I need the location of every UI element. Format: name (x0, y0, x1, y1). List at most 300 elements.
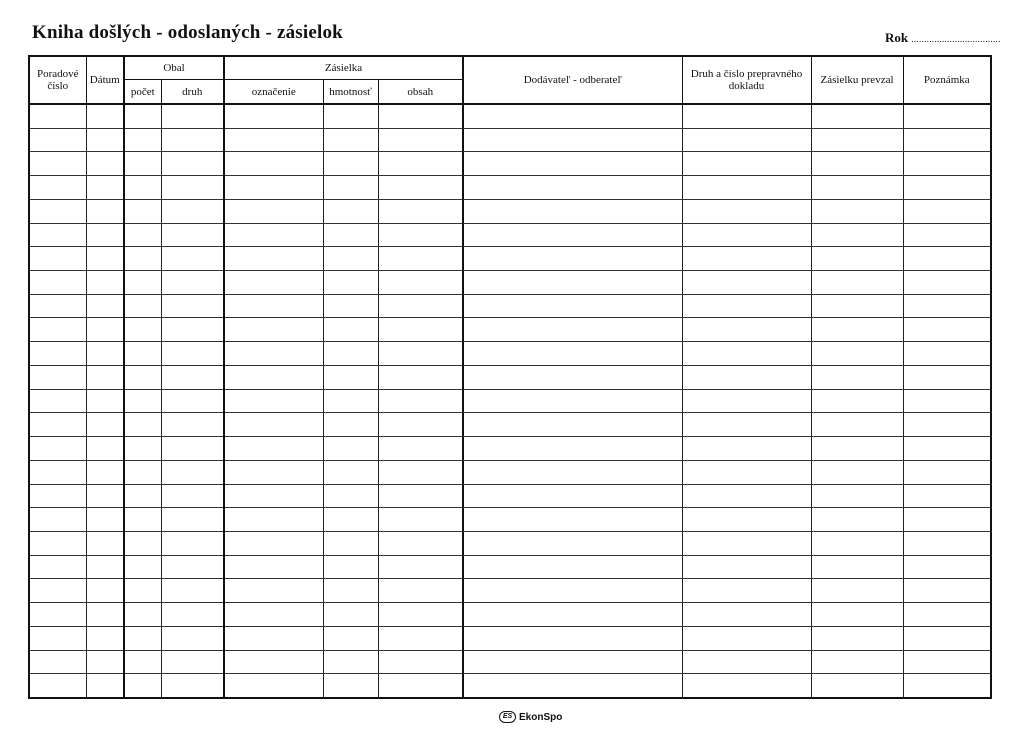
blank-cell[interactable] (463, 650, 682, 674)
blank-cell[interactable] (463, 531, 682, 555)
header-obal-pocet: počet (124, 80, 161, 105)
blank-cell[interactable] (378, 555, 463, 579)
blank-cell[interactable] (86, 128, 124, 152)
blank-cell[interactable] (463, 104, 682, 128)
blank-cell[interactable] (161, 555, 224, 579)
blank-cell[interactable] (323, 626, 378, 650)
header-dodavatel-odberatel: Dodávateľ - odberateľ (463, 56, 682, 104)
table-row (29, 484, 991, 508)
blank-cell[interactable] (323, 674, 378, 698)
blank-cell[interactable] (29, 460, 86, 484)
blank-cell[interactable] (161, 674, 224, 698)
blank-cell[interactable] (161, 626, 224, 650)
blank-cell[interactable] (124, 531, 161, 555)
blank-cell[interactable] (161, 413, 224, 437)
blank-cell[interactable] (29, 579, 86, 603)
table-row (29, 650, 991, 674)
blank-cell[interactable] (86, 104, 124, 128)
blank-cell[interactable] (463, 271, 682, 295)
blank-cell[interactable] (903, 650, 991, 674)
blank-cell[interactable] (124, 579, 161, 603)
blank-cell[interactable] (682, 318, 811, 342)
blank-cell[interactable] (378, 603, 463, 627)
blank-cell[interactable] (378, 294, 463, 318)
blank-cell[interactable] (378, 223, 463, 247)
blank-cell[interactable] (463, 128, 682, 152)
blank-cell[interactable] (682, 176, 811, 200)
blank-cell[interactable] (682, 152, 811, 176)
blank-cell[interactable] (86, 318, 124, 342)
blank-cell[interactable] (224, 389, 323, 413)
blank-cell[interactable] (323, 413, 378, 437)
blank-cell[interactable] (161, 247, 224, 271)
blank-cell[interactable] (124, 294, 161, 318)
blank-cell[interactable] (323, 555, 378, 579)
blank-cell[interactable] (323, 199, 378, 223)
blank-cell[interactable] (903, 365, 991, 389)
blank-cell[interactable] (224, 342, 323, 366)
blank-cell[interactable] (86, 603, 124, 627)
blank-cell[interactable] (903, 460, 991, 484)
header-datum: Dátum (86, 56, 124, 104)
blank-cell[interactable] (378, 389, 463, 413)
blank-cell[interactable] (224, 318, 323, 342)
blank-cell[interactable] (86, 437, 124, 461)
blank-cell[interactable] (903, 508, 991, 532)
blank-cell[interactable] (323, 389, 378, 413)
blank-cell[interactable] (161, 176, 224, 200)
blank-cell[interactable] (224, 437, 323, 461)
blank-cell[interactable] (378, 104, 463, 128)
blank-cell[interactable] (86, 413, 124, 437)
blank-cell[interactable] (161, 318, 224, 342)
blank-cell[interactable] (161, 508, 224, 532)
blank-cell[interactable] (463, 318, 682, 342)
blank-cell[interactable] (124, 318, 161, 342)
blank-cell[interactable] (811, 128, 903, 152)
blank-cell[interactable] (86, 555, 124, 579)
blank-cell[interactable] (378, 508, 463, 532)
blank-cell[interactable] (463, 365, 682, 389)
blank-cell[interactable] (86, 247, 124, 271)
blank-cell[interactable] (682, 271, 811, 295)
blank-cell[interactable] (323, 365, 378, 389)
blank-cell[interactable] (224, 674, 323, 698)
blank-cell[interactable] (811, 152, 903, 176)
blank-cell[interactable] (29, 650, 86, 674)
blank-cell[interactable] (29, 104, 86, 128)
blank-cell[interactable] (682, 294, 811, 318)
blank-cell[interactable] (29, 223, 86, 247)
blank-cell[interactable] (29, 389, 86, 413)
blank-cell[interactable] (682, 199, 811, 223)
table-row (29, 437, 991, 461)
blank-cell[interactable] (682, 389, 811, 413)
blank-cell[interactable] (903, 389, 991, 413)
blank-cell[interactable] (224, 531, 323, 555)
blank-cell[interactable] (323, 650, 378, 674)
blank-cell[interactable] (29, 271, 86, 295)
blank-cell[interactable] (161, 223, 224, 247)
blank-cell[interactable] (378, 271, 463, 295)
blank-cell[interactable] (323, 484, 378, 508)
blank-cell[interactable] (682, 555, 811, 579)
blank-cell[interactable] (903, 674, 991, 698)
blank-cell[interactable] (463, 342, 682, 366)
header-zasielka: Zásielka (224, 56, 463, 80)
blank-cell[interactable] (811, 579, 903, 603)
blank-cell[interactable] (682, 128, 811, 152)
blank-cell[interactable] (29, 413, 86, 437)
blank-cell[interactable] (224, 294, 323, 318)
blank-cell[interactable] (124, 508, 161, 532)
blank-cell[interactable] (124, 437, 161, 461)
form-title: Kniha došlých - odoslaných - zásielok (32, 22, 343, 43)
header-zasielku-prevzal: Zásielku prevzal (811, 56, 903, 104)
blank-cell[interactable] (323, 437, 378, 461)
table-row (29, 247, 991, 271)
blank-cell[interactable] (378, 247, 463, 271)
table-row (29, 271, 991, 295)
blank-cell[interactable] (124, 389, 161, 413)
blank-cell[interactable] (29, 294, 86, 318)
blank-cell[interactable] (161, 199, 224, 223)
blank-cell[interactable] (161, 389, 224, 413)
blank-cell[interactable] (682, 626, 811, 650)
blank-cell[interactable] (903, 484, 991, 508)
blank-cell[interactable] (903, 176, 991, 200)
blank-cell[interactable] (224, 626, 323, 650)
blank-cell[interactable] (29, 247, 86, 271)
year-dotted-line: ................................... (911, 34, 1001, 44)
blank-cell[interactable] (811, 247, 903, 271)
blank-cell[interactable] (463, 437, 682, 461)
blank-cell[interactable] (903, 626, 991, 650)
blank-cell[interactable] (86, 176, 124, 200)
blank-cell[interactable] (323, 508, 378, 532)
blank-cell[interactable] (811, 199, 903, 223)
blank-cell[interactable] (378, 199, 463, 223)
year-label: Rok (885, 30, 909, 45)
header-poradove-cislo: Poradové číslo (29, 56, 86, 104)
blank-cell[interactable] (463, 247, 682, 271)
blank-cell[interactable] (124, 199, 161, 223)
blank-cell[interactable] (323, 176, 378, 200)
blank-cell[interactable] (323, 294, 378, 318)
blank-cell[interactable] (463, 152, 682, 176)
blank-cell[interactable] (463, 460, 682, 484)
blank-cell[interactable] (86, 223, 124, 247)
blank-cell[interactable] (378, 484, 463, 508)
blank-cell[interactable] (811, 650, 903, 674)
blank-cell[interactable] (811, 176, 903, 200)
blank-cell[interactable] (124, 342, 161, 366)
blank-cell[interactable] (161, 579, 224, 603)
blank-cell[interactable] (378, 128, 463, 152)
blank-cell[interactable] (682, 674, 811, 698)
footer-brand (499, 711, 562, 723)
blank-cell[interactable] (463, 413, 682, 437)
blank-cell[interactable] (323, 342, 378, 366)
blank-cell[interactable] (463, 389, 682, 413)
blank-cell[interactable] (224, 579, 323, 603)
blank-cell[interactable] (224, 247, 323, 271)
blank-cell[interactable] (86, 508, 124, 532)
blank-cell[interactable] (323, 271, 378, 295)
blank-cell[interactable] (903, 603, 991, 627)
blank-cell[interactable] (161, 152, 224, 176)
header-poznamka: Poznámka (903, 56, 991, 104)
blank-cell[interactable] (682, 223, 811, 247)
blank-cell[interactable] (161, 104, 224, 128)
blank-cell[interactable] (29, 603, 86, 627)
blank-cell[interactable] (682, 603, 811, 627)
blank-cell[interactable] (124, 176, 161, 200)
blank-cell[interactable] (682, 531, 811, 555)
blank-cell[interactable] (378, 342, 463, 366)
blank-cell[interactable] (86, 271, 124, 295)
blank-cell[interactable] (378, 413, 463, 437)
blank-cell[interactable] (86, 342, 124, 366)
blank-cell[interactable] (811, 294, 903, 318)
blank-cell[interactable] (224, 223, 323, 247)
blank-cell[interactable] (224, 271, 323, 295)
blank-cell[interactable] (378, 579, 463, 603)
blank-cell[interactable] (811, 531, 903, 555)
blank-cell[interactable] (29, 484, 86, 508)
blank-cell[interactable] (29, 128, 86, 152)
blank-cell[interactable] (124, 223, 161, 247)
blank-cell[interactable] (811, 674, 903, 698)
blank-cell[interactable] (161, 484, 224, 508)
blank-cell[interactable] (378, 460, 463, 484)
blank-cell[interactable] (161, 531, 224, 555)
blank-cell[interactable] (224, 199, 323, 223)
blank-cell[interactable] (903, 579, 991, 603)
blank-cell[interactable] (224, 152, 323, 176)
blank-cell[interactable] (682, 460, 811, 484)
table-row (29, 626, 991, 650)
blank-cell[interactable] (323, 247, 378, 271)
blank-cell[interactable] (682, 342, 811, 366)
blank-cell[interactable] (29, 152, 86, 176)
blank-cell[interactable] (224, 555, 323, 579)
table-row (29, 389, 991, 413)
blank-cell[interactable] (29, 555, 86, 579)
blank-cell[interactable] (323, 579, 378, 603)
blank-cell[interactable] (378, 674, 463, 698)
blank-cell[interactable] (903, 104, 991, 128)
blank-cell[interactable] (86, 579, 124, 603)
year-field (885, 30, 1001, 46)
blank-cell[interactable] (903, 271, 991, 295)
blank-cell[interactable] (29, 531, 86, 555)
blank-cell[interactable] (161, 437, 224, 461)
blank-cell[interactable] (903, 413, 991, 437)
blank-cell[interactable] (378, 318, 463, 342)
blank-cell[interactable] (29, 626, 86, 650)
blank-cell[interactable] (86, 531, 124, 555)
blank-cell[interactable] (463, 603, 682, 627)
blank-cell[interactable] (903, 152, 991, 176)
blank-cell[interactable] (378, 626, 463, 650)
blank-cell[interactable] (682, 650, 811, 674)
blank-cell[interactable] (161, 365, 224, 389)
table-row (29, 318, 991, 342)
blank-cell[interactable] (29, 342, 86, 366)
blank-cell[interactable] (124, 247, 161, 271)
blank-cell[interactable] (86, 674, 124, 698)
blank-cell[interactable] (224, 413, 323, 437)
blank-cell[interactable] (463, 508, 682, 532)
blank-cell[interactable] (86, 460, 124, 484)
blank-cell[interactable] (29, 508, 86, 532)
blank-cell[interactable] (811, 365, 903, 389)
blank-cell[interactable] (86, 365, 124, 389)
blank-cell[interactable] (463, 626, 682, 650)
blank-cell[interactable] (161, 650, 224, 674)
table-row (29, 128, 991, 152)
blank-cell[interactable] (682, 104, 811, 128)
blank-cell[interactable] (463, 674, 682, 698)
blank-cell[interactable] (463, 555, 682, 579)
blank-cell[interactable] (86, 650, 124, 674)
blank-cell[interactable] (124, 650, 161, 674)
blank-cell[interactable] (378, 437, 463, 461)
blank-cell[interactable] (903, 342, 991, 366)
blank-cell[interactable] (463, 579, 682, 603)
blank-cell[interactable] (378, 176, 463, 200)
blank-cell[interactable] (161, 294, 224, 318)
ekonspo-logo-icon: ES (499, 711, 516, 723)
blank-cell[interactable] (161, 460, 224, 484)
blank-cell[interactable] (224, 176, 323, 200)
blank-cell[interactable] (903, 531, 991, 555)
blank-cell[interactable] (323, 104, 378, 128)
blank-cell[interactable] (29, 365, 86, 389)
blank-cell[interactable] (811, 389, 903, 413)
blank-cell[interactable] (811, 318, 903, 342)
blank-cell[interactable] (811, 603, 903, 627)
blank-cell[interactable] (682, 579, 811, 603)
blank-cell[interactable] (811, 223, 903, 247)
blank-cell[interactable] (86, 294, 124, 318)
blank-cell[interactable] (161, 271, 224, 295)
blank-cell[interactable] (86, 389, 124, 413)
blank-cell[interactable] (323, 223, 378, 247)
blank-cell[interactable] (463, 199, 682, 223)
blank-cell[interactable] (463, 223, 682, 247)
blank-cell[interactable] (378, 650, 463, 674)
blank-cell[interactable] (124, 152, 161, 176)
blank-cell[interactable] (323, 531, 378, 555)
blank-cell[interactable] (224, 508, 323, 532)
blank-cell[interactable] (124, 555, 161, 579)
blank-cell[interactable] (224, 650, 323, 674)
blank-cell[interactable] (903, 247, 991, 271)
blank-cell[interactable] (224, 128, 323, 152)
blank-cell[interactable] (682, 484, 811, 508)
blank-cell[interactable] (323, 318, 378, 342)
blank-cell[interactable] (811, 413, 903, 437)
blank-cell[interactable] (811, 460, 903, 484)
blank-cell[interactable] (463, 484, 682, 508)
table-row (29, 176, 991, 200)
blank-cell[interactable] (323, 128, 378, 152)
blank-cell[interactable] (86, 199, 124, 223)
blank-cell[interactable] (124, 626, 161, 650)
table-row (29, 223, 991, 247)
blank-cell[interactable] (29, 318, 86, 342)
blank-cell[interactable] (86, 484, 124, 508)
blank-cell[interactable] (903, 199, 991, 223)
blank-cell[interactable] (224, 484, 323, 508)
blank-cell[interactable] (682, 247, 811, 271)
blank-cell[interactable] (682, 365, 811, 389)
blank-cell[interactable] (903, 555, 991, 579)
blank-cell[interactable] (124, 413, 161, 437)
blank-cell[interactable] (224, 603, 323, 627)
blank-cell[interactable] (29, 199, 86, 223)
blank-cell[interactable] (682, 508, 811, 532)
blank-cell[interactable] (224, 460, 323, 484)
blank-cell[interactable] (682, 413, 811, 437)
table-row (29, 460, 991, 484)
blank-cell[interactable] (124, 674, 161, 698)
blank-cell[interactable] (811, 271, 903, 295)
blank-cell[interactable] (161, 128, 224, 152)
blank-cell[interactable] (903, 128, 991, 152)
blank-cell[interactable] (903, 294, 991, 318)
blank-cell[interactable] (811, 555, 903, 579)
blank-cell[interactable] (682, 437, 811, 461)
blank-cell[interactable] (124, 365, 161, 389)
blank-cell[interactable] (124, 104, 161, 128)
blank-cell[interactable] (323, 152, 378, 176)
blank-cell[interactable] (124, 460, 161, 484)
blank-cell[interactable] (124, 484, 161, 508)
blank-cell[interactable] (903, 318, 991, 342)
blank-cell[interactable] (811, 508, 903, 532)
blank-cell[interactable] (811, 342, 903, 366)
blank-cell[interactable] (811, 626, 903, 650)
blank-cell[interactable] (323, 603, 378, 627)
blank-cell[interactable] (29, 437, 86, 461)
blank-cell[interactable] (463, 176, 682, 200)
blank-cell[interactable] (124, 603, 161, 627)
blank-cell[interactable] (378, 365, 463, 389)
blank-cell[interactable] (811, 104, 903, 128)
blank-cell[interactable] (86, 152, 124, 176)
blank-cell[interactable] (463, 294, 682, 318)
blank-cell[interactable] (224, 365, 323, 389)
blank-cell[interactable] (124, 271, 161, 295)
blank-cell[interactable] (161, 603, 224, 627)
blank-cell[interactable] (903, 437, 991, 461)
blank-cell[interactable] (378, 152, 463, 176)
blank-cell[interactable] (86, 626, 124, 650)
blank-cell[interactable] (811, 484, 903, 508)
blank-cell[interactable] (811, 437, 903, 461)
blank-cell[interactable] (378, 531, 463, 555)
blank-cell[interactable] (29, 176, 86, 200)
blank-cell[interactable] (161, 342, 224, 366)
blank-cell[interactable] (224, 104, 323, 128)
blank-cell[interactable] (29, 674, 86, 698)
blank-cell[interactable] (323, 460, 378, 484)
blank-cell[interactable] (903, 223, 991, 247)
blank-cell[interactable] (124, 128, 161, 152)
